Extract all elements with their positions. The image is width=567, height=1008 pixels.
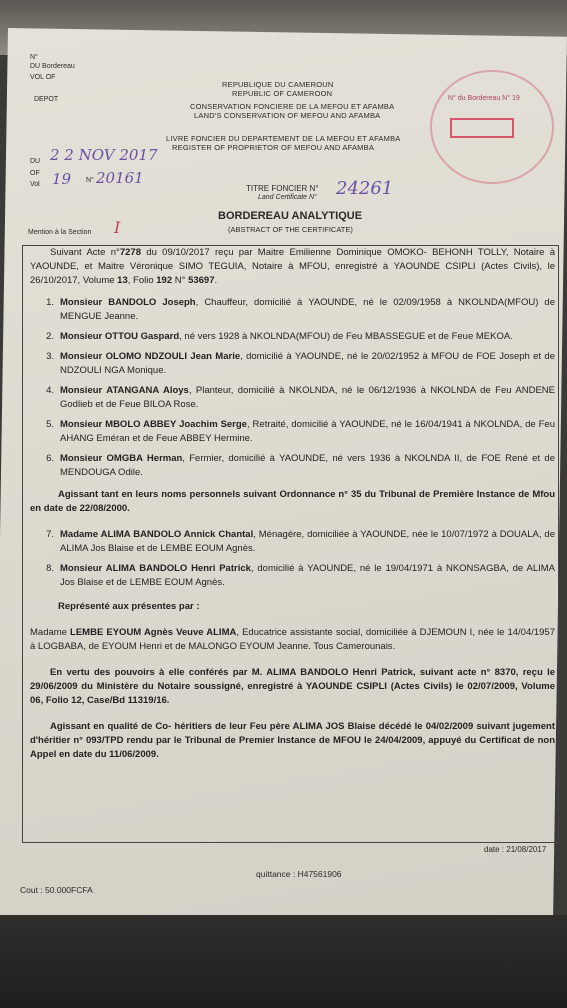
person-number: 3. bbox=[46, 351, 54, 362]
person-title: Monsieur bbox=[60, 351, 106, 362]
persons-list-a bbox=[30, 296, 555, 480]
no-handwritten: 20161 bbox=[96, 169, 144, 187]
background-bottom bbox=[0, 915, 567, 1008]
person-number: 7. bbox=[46, 529, 54, 540]
person-item bbox=[30, 452, 555, 480]
date-handwritten: 2 2 NOV 2017 bbox=[50, 146, 158, 164]
person-number: 2. bbox=[46, 331, 54, 342]
person-title: Monsieur bbox=[60, 563, 106, 574]
person-details: , domicilié à YAOUNDE, né le 20/02/1952 à MFOU de FOE Joseph et de NDZOULI NGA Monique. bbox=[60, 351, 555, 376]
person-name: OMGBA Herman bbox=[106, 453, 183, 464]
person-details: , Chauffeur, domicilié à YAOUNDE, né le 02/09/1958 à NKOLNDA(MFOU) de MENGUE Jeanne. bbox=[60, 297, 555, 322]
document-subtitle: (ABSTRACT OF THE CERTIFICATE) bbox=[228, 225, 353, 234]
person-number: 1. bbox=[46, 297, 54, 308]
intro-segment: 7278 bbox=[119, 247, 141, 258]
vol-label: Vol bbox=[30, 181, 40, 188]
titre-label: TITRE FONCIER N° bbox=[246, 184, 319, 193]
document-title: BORDEREAU ANALYTIQUE bbox=[218, 210, 363, 222]
intro-paragraph bbox=[30, 246, 555, 288]
person-number: 6. bbox=[46, 453, 54, 464]
titre-handwritten: 24261 bbox=[336, 178, 394, 199]
person-name: ATANGANA Aloys bbox=[106, 385, 189, 396]
intro-segment: , Folio bbox=[127, 275, 157, 286]
land-cert-label: Land Certificate N° bbox=[258, 194, 317, 201]
footer-date: date : 21/08/2017 bbox=[484, 845, 547, 854]
document-body bbox=[30, 246, 555, 767]
bordereau-label: DU Bordereau bbox=[30, 63, 75, 70]
person-name: OTTOU Gaspard bbox=[104, 331, 180, 342]
person-item bbox=[30, 330, 555, 344]
conservation-fr: CONSERVATION FONCIERE DE LA MEFOU ET AFAMBA bbox=[190, 102, 395, 111]
persons-list-b bbox=[30, 528, 555, 590]
footer-quittance: quittance : H47561906 bbox=[256, 869, 342, 879]
person-name: OLOMO NDZOULI Jean Marie bbox=[105, 351, 241, 362]
vol-handwritten: 19 bbox=[52, 170, 72, 188]
person-item bbox=[30, 296, 555, 324]
person-title: Madame bbox=[60, 529, 101, 540]
intro-segment: 192 bbox=[156, 275, 173, 286]
person-details: , Retraité, domicilié à YAOUNDE, né le 16/04/1941 à NKOLNDA, de Feu AHANG Eméran et de Feue ABBEY Hermine. bbox=[60, 419, 556, 444]
vol-of-label: VOL OF bbox=[30, 74, 56, 81]
en-vertu-paragraph: En vertu des pouvoirs à elle conférés par M. ALIMA BANDOLO Henri Patrick, suivant acte n° 8370, reçu le 29/06/2009 du Ministère du Notaire soussigné, enregistré à YAOUNDE CSIPLI (Actes Civils) le 02/07/2009, Volume 06, Folio 12, Case/Bd 11319/16. bbox=[30, 667, 555, 706]
represente-heading: Représenté aux présentes par : bbox=[58, 601, 200, 612]
no-label: N° bbox=[30, 54, 38, 61]
person-name: MBOLO ABBEY Joachim Serge bbox=[105, 419, 247, 430]
person-details: , Fermier, domicilié à YAOUNDE, né vers 1936 à NKOLNDA II, de FOE René et de MENDOUGA Odile. bbox=[60, 453, 555, 478]
person-number: 5. bbox=[46, 419, 54, 430]
person-details: , Planteur, domicilié à NKOLNDA, né le 06/12/1936 à NKOLNDA de Feu ANDENE Godlieb et de Feue BILOA Rose. bbox=[60, 385, 555, 410]
intro-segment: 53697 bbox=[188, 275, 215, 286]
person-title: Monsieur bbox=[60, 385, 107, 396]
person-name: ALIMA BANDOLO Henri Patrick bbox=[105, 563, 251, 574]
livre-en: REGISTER OF PROPRIETOR OF MEFOU AND AFAMBA bbox=[172, 143, 375, 152]
person-item bbox=[30, 384, 555, 412]
of-label: OF bbox=[30, 170, 40, 177]
republic-fr: REPUBLIQUE DU CAMEROUN bbox=[222, 80, 334, 89]
republic-en: REPUBLIC OF CAMEROON bbox=[232, 89, 333, 98]
person-details: , domicilié à YAOUNDE, né le 19/04/1971 à NKONSAGBA, de ALIMA Jos Blaise et de LEMBE EOUM Agnès. bbox=[60, 563, 555, 588]
person-details: , Ménagère, domiciliée à YAOUNDE, née le 10/07/1972 à DOUALA, de ALIMA Jos Blaise et de LEMBE EOUM Agnès. bbox=[60, 529, 555, 554]
footer-cout: Cout : 50.000FCFA bbox=[20, 885, 93, 895]
mention-handwritten: I bbox=[114, 218, 121, 237]
person-item bbox=[30, 350, 555, 378]
intro-segment: . bbox=[214, 275, 218, 286]
mention-label: Mention à la Section bbox=[28, 229, 92, 236]
agissant-paragraph-1: Agissant tant en leurs noms personnels suivant Ordonnance n° 35 du Tribunal de Première Instance de Mfou en date de 22/08/2000. bbox=[30, 489, 555, 514]
livre-fr: LIVRE FONCIER DU DEPARTEMENT DE LA MEFOU ET AFAMBA bbox=[166, 134, 401, 143]
person-details: , né vers 1928 à NKOLNDA(MFOU) de Feu MBASSEGUE et de Feue MEKOA. bbox=[179, 331, 513, 342]
depot-label: DEPOT bbox=[34, 96, 59, 103]
intro-segment: 13 bbox=[117, 275, 128, 286]
person-item bbox=[30, 562, 555, 590]
person-name: ALIMA BANDOLO Annick Chantal bbox=[100, 529, 254, 540]
du-label: DU bbox=[30, 158, 41, 165]
stamp-redbox bbox=[450, 118, 514, 138]
person-title: Monsieur bbox=[60, 297, 109, 308]
person-name: BANDOLO Joseph bbox=[108, 297, 196, 308]
person-item bbox=[30, 418, 555, 446]
intro-segment: Suivant Acte n° bbox=[50, 247, 120, 258]
agissant-paragraph-2: Agissant en qualité de Co- héritiers de leur Feu père ALIMA JOS Blaise décédé le 04/02/2009 suivant jugement d'héritier n° 093/TPD rendu par le Tribunal de Premier Instance de MFOU le 24/04/2009, appuyé du Certificat de non Appel en date du 11/06/2009. bbox=[30, 721, 555, 760]
intro-segment: du 09/10/2017 reçu par Maitre Emilienne Dominique OMOKO- BEHONH TOLLY, Notaire à YAOUNDE, et Maitre Véronique SIMO TEGUIA, Notaire à MFOU, enregistré à YAOUNDE CSIPLI (Actes Civils), le 26/10/2017, Volume bbox=[30, 247, 555, 286]
intro-segment: N° bbox=[172, 275, 189, 286]
stamp-text: N° du Bordereau N° 19 bbox=[448, 95, 520, 102]
person-title: Monsieur bbox=[60, 331, 105, 342]
conservation-en: LAND'S CONSERVATION OF MEFOU AND AFAMBA bbox=[194, 111, 381, 120]
madame-lembe-paragraph: Madame LEMBE EYOUM Agnès Veuve ALIMA, Educatrice assistante social, domiciliée à DJEMOUN I, née le 14/04/1957 à LOGBABA, de EYOUM Henri et de MALONGO EYOUM Jeanne. Tous Camerounais. bbox=[30, 627, 555, 652]
person-title: Monsieur bbox=[60, 419, 106, 430]
person-title: Monsieur bbox=[60, 453, 107, 464]
person-number: 4. bbox=[46, 385, 54, 396]
person-item bbox=[30, 528, 555, 556]
person-number: 8. bbox=[46, 563, 54, 574]
